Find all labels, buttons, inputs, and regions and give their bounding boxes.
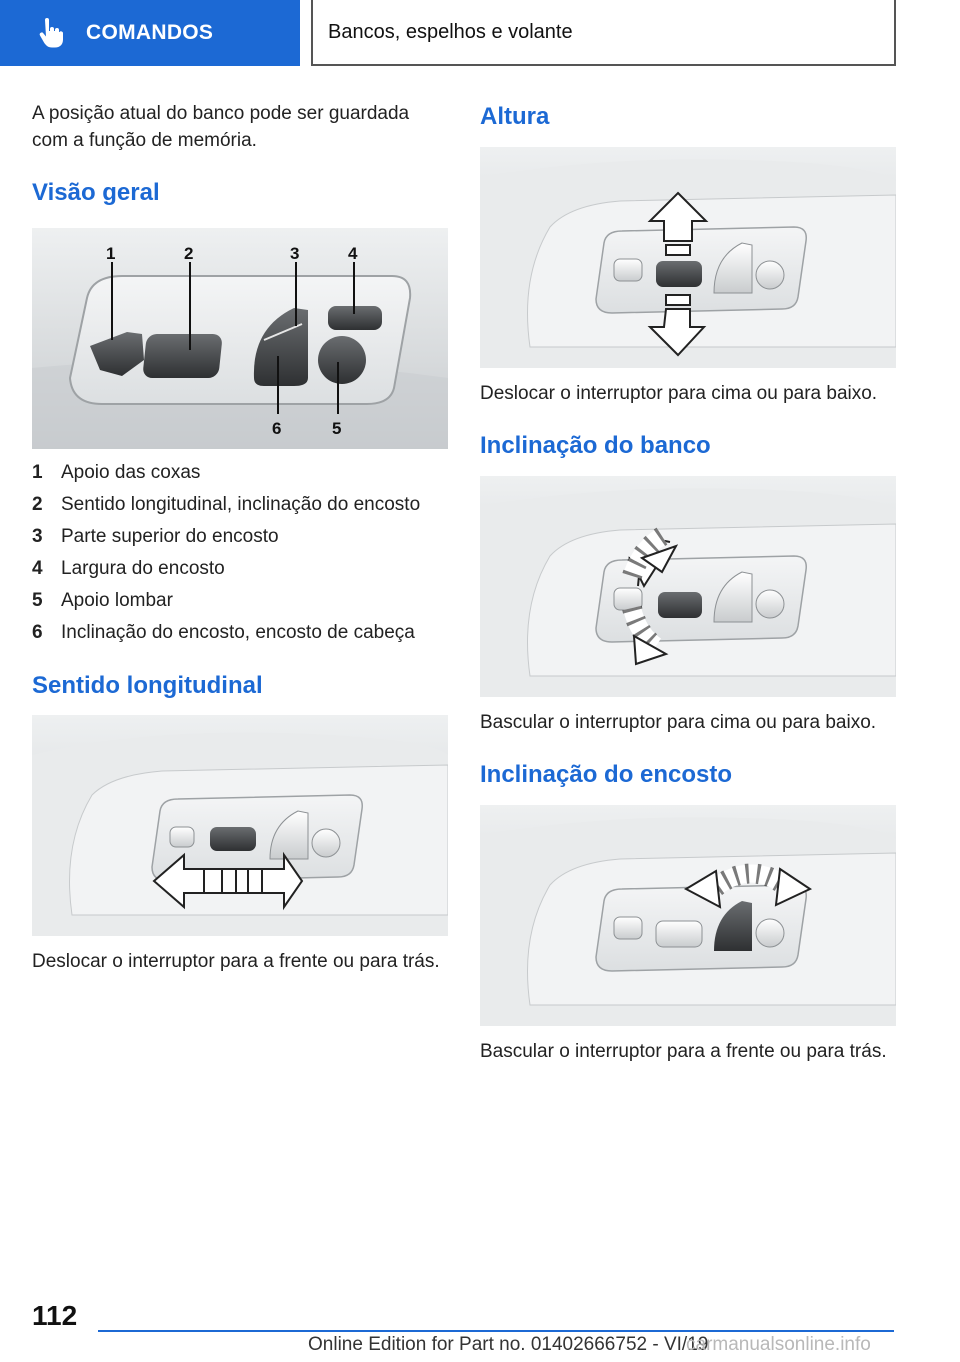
callout-3: 3 <box>290 244 300 263</box>
callout-4: 4 <box>348 244 358 263</box>
seat-tilt-text: Bascular o interruptor para cima ou para baixo. <box>480 712 877 733</box>
list-item: 2 Sentido longitudinal, inclinação do encosto <box>32 494 421 515</box>
longitudinal-text: Deslocar o interruptor para a frente ou para trás. <box>32 951 440 972</box>
overview-heading: Visão geral <box>32 179 160 206</box>
height-text: Deslocar o interruptor para cima ou para baixo. <box>480 383 878 404</box>
backrest-tilt-heading: Inclinação do encosto <box>480 761 733 788</box>
legend-list <box>32 457 448 649</box>
callout-5: 5 <box>332 419 342 438</box>
page-number: 112 <box>32 1300 78 1331</box>
backrest-tilt-text: Bascular o interruptor para a frente ou para trás. <box>480 1041 887 1062</box>
chapter-title: Bancos, espelhos e volante <box>311 0 896 66</box>
list-item: 4 Largura do encosto <box>32 558 225 579</box>
footer-rule <box>98 1330 894 1332</box>
backrest-tilt-figure <box>480 805 896 1026</box>
list-item: 1 Apoio das coxas <box>32 462 201 483</box>
list-item: 6 Inclinação do encosto, encosto de cabeça <box>32 622 415 643</box>
section-tab[interactable] <box>0 0 300 66</box>
callout-6: 6 <box>272 419 282 438</box>
edition-text: Online Edition for Part no. 01402666752 - VI/19 <box>308 1334 709 1355</box>
list-item: 3 Parte superior do encosto <box>32 526 279 547</box>
page-header <box>0 0 960 66</box>
callout-1: 1 <box>106 244 116 263</box>
height-heading: Altura <box>480 103 550 130</box>
left-column <box>32 100 448 975</box>
section-label: COMANDOS <box>86 21 214 44</box>
longitudinal-heading: Sentido longitudinal <box>32 672 263 699</box>
callout-2: 2 <box>184 244 194 263</box>
seat-tilt-heading: Inclinação do banco <box>480 432 711 459</box>
watermark: carmanualsonline.info <box>686 1334 871 1355</box>
longitudinal-figure <box>32 715 448 936</box>
list-item: 5 Apoio lombar <box>32 590 173 611</box>
overview-figure <box>32 228 448 449</box>
intro-text: A posição atual do banco pode ser guardada com a função de memória. <box>32 103 410 151</box>
right-column <box>480 100 896 1065</box>
pointing-hand-icon <box>38 18 64 48</box>
seat-tilt-figure <box>480 476 896 697</box>
height-figure <box>480 147 896 368</box>
